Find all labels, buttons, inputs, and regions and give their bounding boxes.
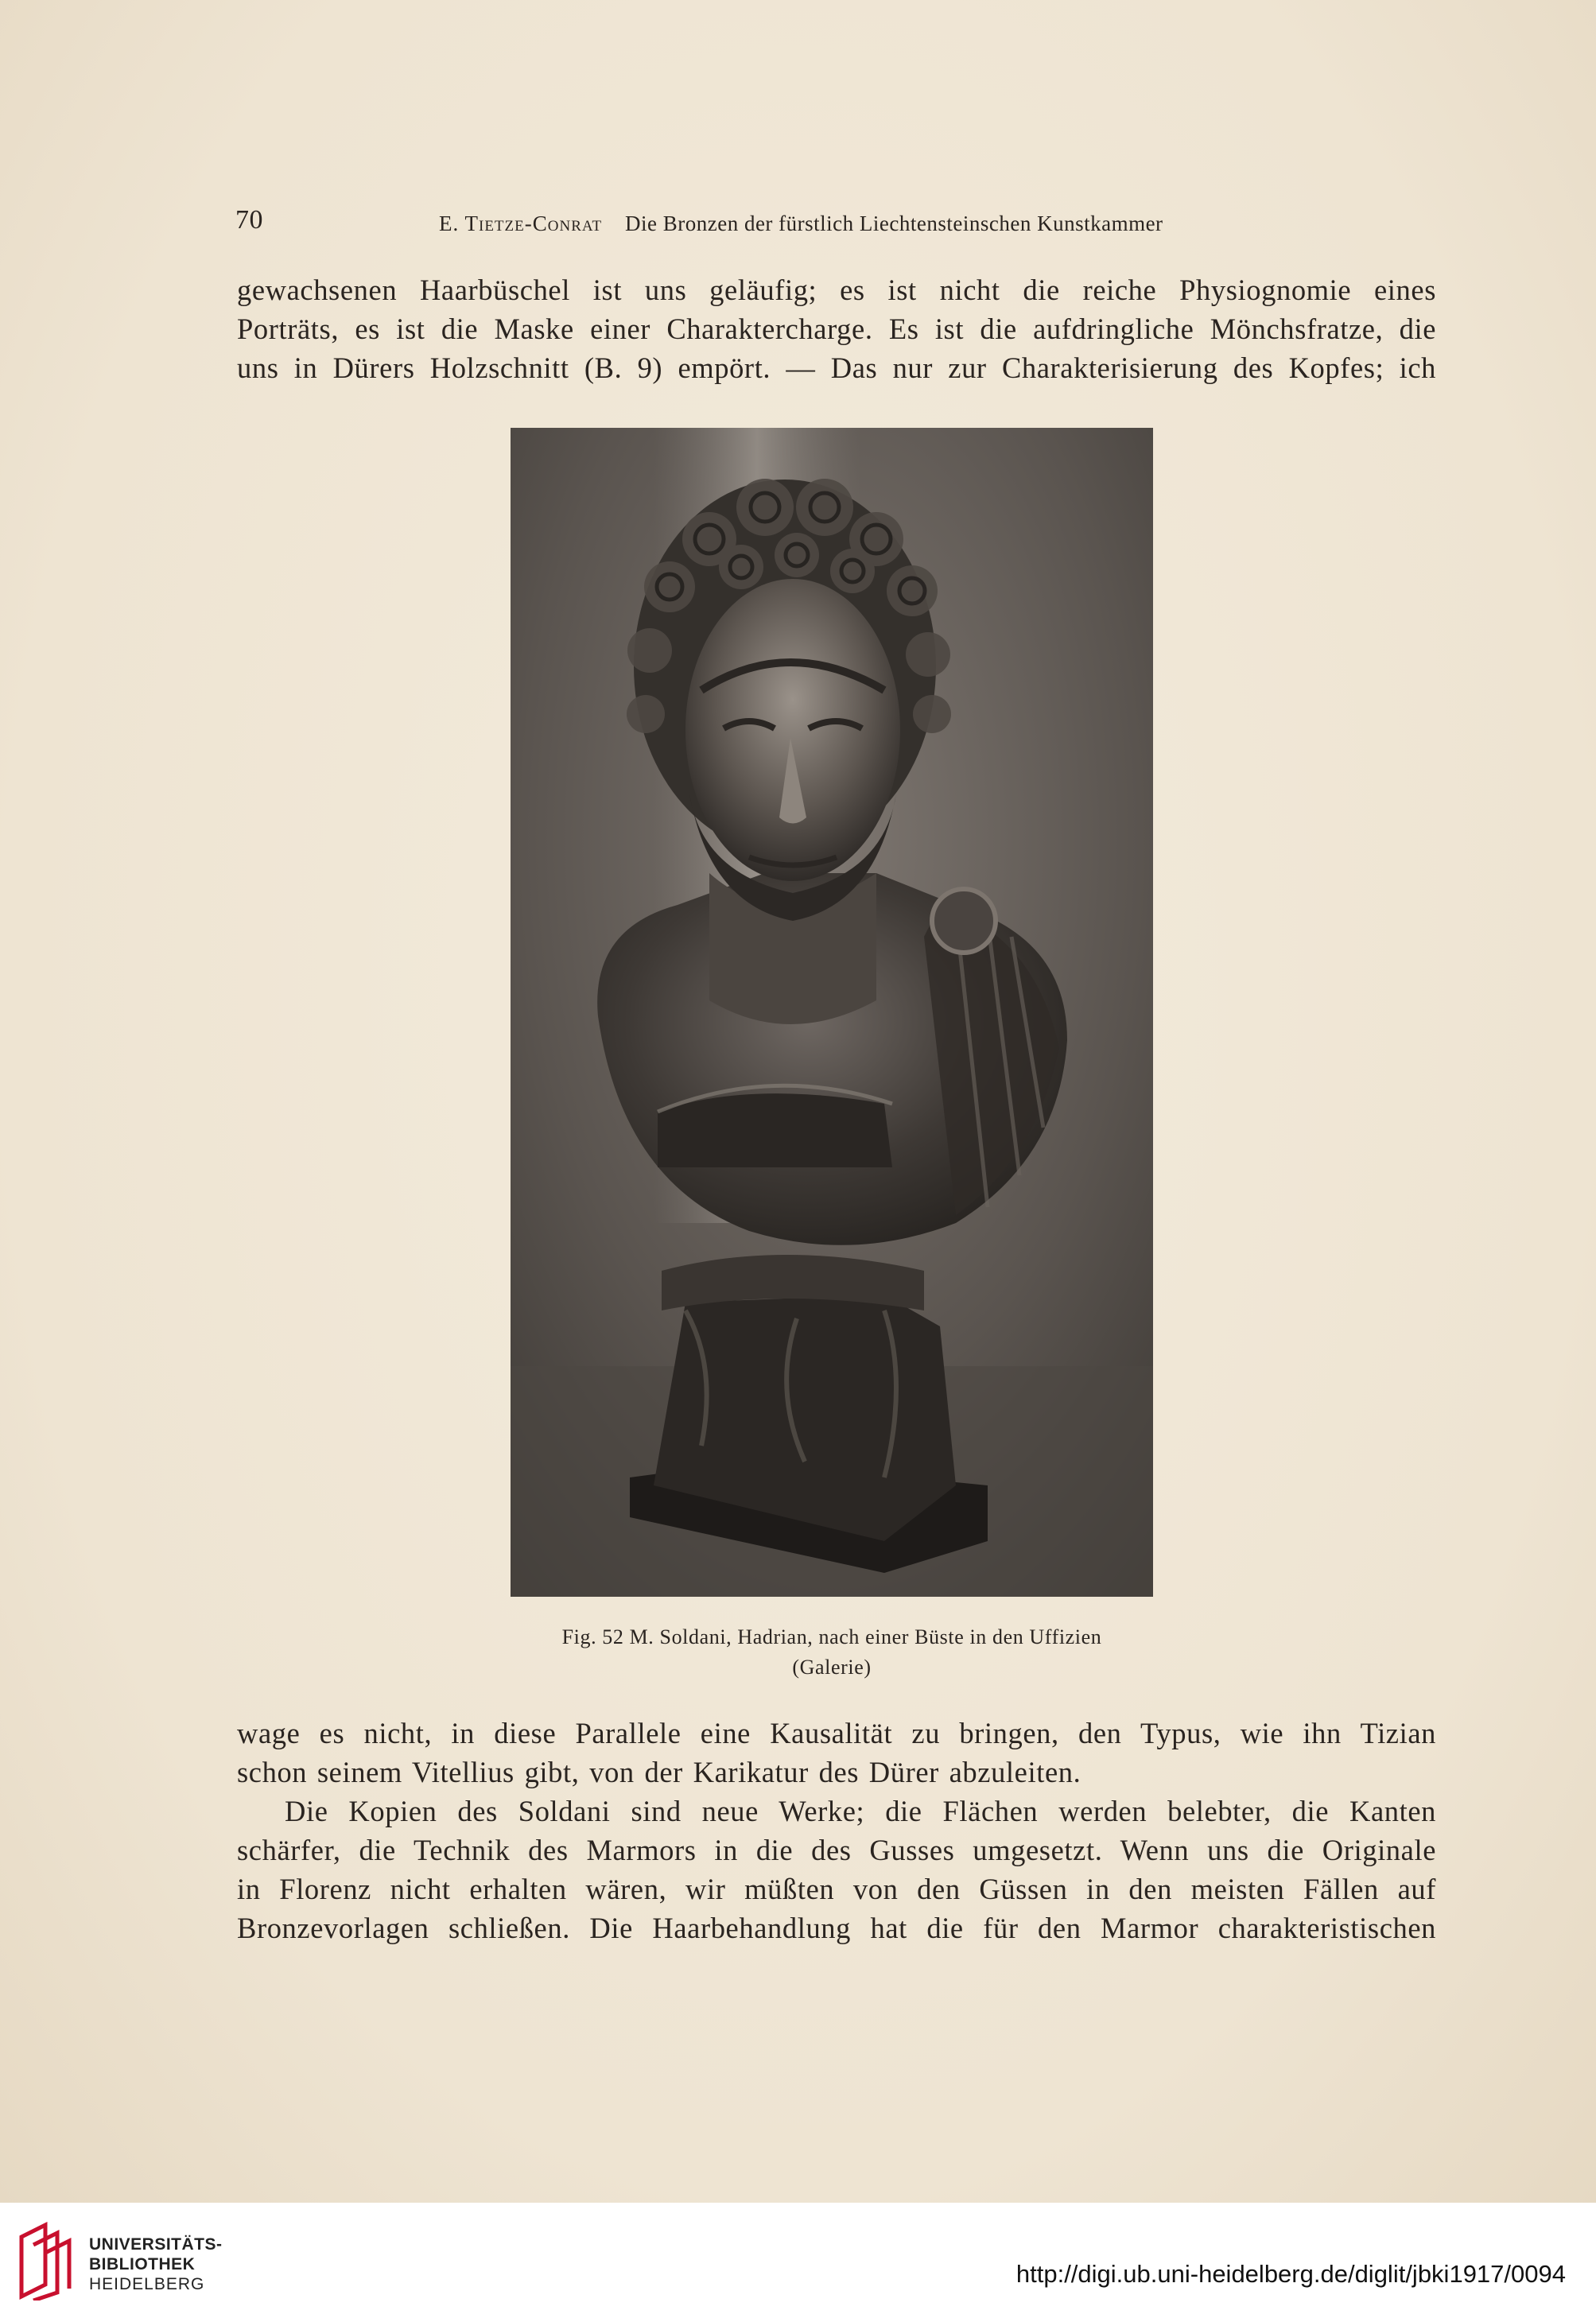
- paragraph-last: [237, 1792, 1436, 1947]
- logo-line: HEIDELBERG: [89, 2275, 205, 2293]
- paragraph-bottom: [237, 1714, 1436, 1792]
- source-url[interactable]: http://digi.ub.uni-heidelberg.de/diglit/jbki1917/0094: [1015, 2260, 1566, 2288]
- text-line: wage es nicht, in diese Parallele eine Kausalität zu bringen, den Typus, wie ihn Tizian: [237, 1717, 1436, 1749]
- logo-line: BIBLIOTHEK: [89, 2255, 196, 2273]
- library-logo-icon: [17, 2221, 73, 2301]
- library-logo-text: [89, 2235, 223, 2294]
- running-head-author: E. Tietze-Conrat: [439, 212, 603, 235]
- text-line: in Florenz nicht erhalten wären, wir müßten von den Güssen in den meisten Fällen auf: [237, 1873, 1436, 1905]
- caption-line: (Galerie): [792, 1656, 872, 1679]
- text-line: uns in Dürers Holzschnitt (B. 9) empört. — Das nur zur Charakterisierung des Kopfes; ich: [237, 351, 1436, 384]
- running-head-title: Die Bronzen der fürstlich Liechtensteinschen Kunstkammer: [625, 212, 1163, 235]
- page-number: 70: [235, 205, 263, 235]
- figure-caption: [437, 1622, 1226, 1683]
- text-line: Die Kopien des Soldani sind neue Werke; die Flächen werden belebter, die Kanten: [285, 1795, 1436, 1827]
- text-line: Porträts, es ist die Maske einer Charaktercharge. Es ist die aufdringliche Mönchsfratze, die: [237, 313, 1436, 345]
- text-line: Bronzevorlagen schließen. Die Haarbehandlung hat die für den Marmor charakteristischen: [237, 1912, 1436, 1944]
- logo-line: UNIVERSITÄTS-: [89, 2235, 223, 2254]
- running-head: [235, 205, 1436, 245]
- text-line: schärfer, die Technik des Marmors in die des Gusses umgesetzt. Wenn uns die Originale: [237, 1834, 1436, 1866]
- text-line: gewachsenen Haarbüschel ist uns geläufig; es ist nicht die reiche Physiognomie eines: [237, 274, 1436, 306]
- text-line: schon seinem Vitellius gibt, von der Karikatur des Dürer abzuleiten.: [237, 1756, 1081, 1788]
- caption-line: Fig. 52 M. Soldani, Hadrian, nach einer Büste in den Uffizien: [561, 1625, 1102, 1648]
- paragraph-top: [237, 270, 1436, 387]
- figure-photo-bust-hadrian: [511, 428, 1153, 1597]
